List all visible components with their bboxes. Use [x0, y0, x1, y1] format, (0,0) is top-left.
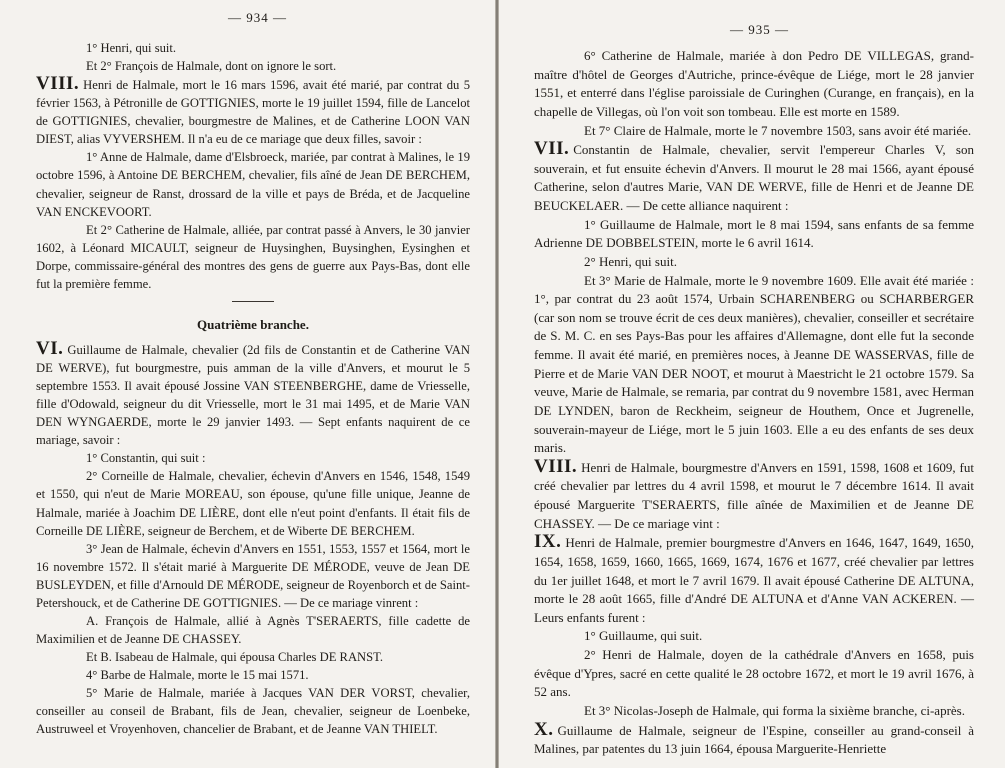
- paragraph: [534, 533, 974, 627]
- generation-marker: X.: [534, 718, 554, 740]
- paragraph-text: Henri de Halmale, premier bourgmestre d'Anvers en 1646, 1647, 1649, 1650, 1654, 1658, 1659, 1660, 1665, 1669, 1674, 1676 et 1677, créé chevalier par lettres du 1er juillet 1648, et mort le 7 avril 1679. Il avait épousé Catherine DE ALTUNA, morte le 28 août 1665, fille d'André DE ALTUNA et d'Anne VAN ACKEREN. — Leurs enfants furent :: [534, 535, 974, 625]
- left-text-column: [36, 39, 470, 738]
- paragraph: [36, 75, 470, 148]
- generation-marker: IX.: [534, 531, 562, 553]
- paragraph: Et B. Isabeau de Halmale, qui épousa Charles DE RANST.: [86, 650, 384, 664]
- paragraph: 1° Henri, qui suit.: [86, 41, 177, 55]
- paragraph: 2° Henri de Halmale, doyen de la cathédrale d'Anvers en 1658, puis évêque d'Ypres, sacré en cette qualité le 28 octobre 1672, et mort le 19 avril 1676, à 52 ans.: [534, 647, 974, 700]
- paragraph: 6° Catherine de Halmale, mariée à don Pedro DE VILLEGAS, grand-maître d'hôtel de Georges d'Autriche, prince-évêque de Liége, mort le 28 janvier 1551, et enterré dans l'église paroissiale de Curinghen (Curange, en français), en la chapelle de Villegas, où l'on voit son tombeau. Elle est morte en 1589.: [534, 48, 974, 119]
- paragraph: Et 3° Marie de Halmale, morte le 9 novembre 1609. Elle avait été mariée : 1°, par contrat du 23 août 1574, Urbain SCHARENBERG ou SCHARBERGER (car son nom se trouve écrit de ces deux manières), chevalier, conseiller et secrétaire de S. M. C. en ses Pays-Bas pour les affaires d'Allemagne, dont elle fut la seconde femme. Il avait été marié, en premières noces, à Jeanne DE WASSERVAS, fille de Pierre et de Marie VAN DER NOOT, et mourut à Maestricht le 21 octobre 1579. Sa veuve, Marie de Halmale, se remaria, par contrat du 9 novembre 1581, avec Herman DE LYNDEN, baron de Reckheim, seigneur de Houthem, Once et Jugrenelle, souverain-mayeur de Liége, mort le 5 juin 1603. Elle a eu des enfants de ses deux maris.: [534, 272, 975, 456]
- paragraph: [534, 140, 974, 216]
- paragraph: 1° Guillaume, qui suit.: [584, 628, 703, 644]
- paragraph: [534, 718, 974, 759]
- right-text-column: [534, 47, 974, 759]
- paragraph: 1° Constantin, qui suit :: [86, 451, 206, 466]
- paragraph-text: Guillaume de Halmale, seigneur de l'Espine, conseiller au grand-conseil à Malines, par patentes du 13 juin 1664, épousa Marguerite-Henriette: [534, 722, 974, 757]
- paragraph: 2° Corneille de Halmale, chevalier, échevin d'Anvers en 1546, 1548, 1549 et 1550, qui n'eut de Marie MOREAU, son épouse, qu'une fille unique, Jeanne de Halmale, mariée à Joachim DE LIÈRE, dont elle n'eut point d'enfants. Il était fils de Corneille DE LIÈRE, seigneur de Berchem, et de Wiberte DE BERCHEM.: [36, 469, 470, 538]
- paragraph: 3° Jean de Halmale, échevin d'Anvers en 1551, 1553, 1557 et 1564, mort le 16 novembre 1572. Il s'était marié à Marguerite DE MÉRODE, veuve de Jean DE BUSLEYDEN, et fille d'Arnould DE MÉRODE, seigneur de Royenborch et de Saint-Petershouck, et de Catherine DE GOTTIGNIES. — De ce mariage vinrent :: [36, 541, 470, 610]
- generation-marker: VII.: [534, 138, 570, 160]
- paragraph: Et 2° Catherine de Halmale, alliée, par contrat passé à Anvers, le 30 janvier 1602, à Léonard MICAULT, seigneur de Huysinghen, Buysinghen, Eysinghen et Dorpe, commissaire-général des montres des gens de guerre aux Pays-Bas, dont elle fut la première femme.: [36, 222, 470, 291]
- paragraph: 2° Henri, qui suit.: [584, 253, 677, 269]
- paragraph: 1° Guillaume de Halmale, mort le 8 mai 1594, sans enfants de sa femme Adrienne DE DOBBELSTEIN, morte le 6 avril 1614.: [534, 216, 974, 251]
- right-page: [498, 0, 1005, 768]
- paragraph: 5° Marie de Halmale, mariée à Jacques VAN DER VORST, chevalier, conseiller au conseil de Brabant, fils de Jean, chevalier, seigneur de Loenbeke, Austruweel et Vroyenhoven, chancelier de Brabant, et de Jeanne VAN THIELT.: [36, 686, 470, 737]
- paragraph-text: Constantin de Halmale, chevalier, servit l'empereur Charles V, son souverain, et fut ensuite échevin d'Anvers. Il mourut le 28 mai 1566, ayant épousé Catherine, selon d'autres Marie, VAN DE WERVE, fille de Henri et de Jeanne DE BEUCKELAER. — De cette alliance naquirent :: [534, 142, 974, 213]
- paragraph: [36, 337, 470, 449]
- generation-marker: VIII.: [36, 73, 80, 95]
- paragraph: Et 3° Nicolas-Joseph de Halmale, qui forma la sixième branche, ci-après.: [584, 702, 965, 718]
- paragraph: Et 7° Claire de Halmale, morte le 7 novembre 1503, sans avoir été mariée.: [584, 122, 972, 138]
- paragraph: Et 2° François de Halmale, dont on ignore le sort.: [86, 59, 337, 74]
- paragraph: [534, 455, 974, 534]
- branch-heading: Quatrième branche.: [197, 316, 309, 332]
- generation-marker: VI.: [36, 337, 64, 359]
- paragraph: A. François de Halmale, allié à Agnès T'SERAERTS, fille cadette de Maximilien et de Jeanne DE CHASSEY.: [36, 613, 470, 646]
- paragraph: 4° Barbe de Halmale, morte le 15 mai 1571.: [86, 668, 309, 683]
- paragraph-text: Guillaume de Halmale, chevalier (2d fils de Constantin et de Catherine VAN DE WERVE), fut bourgmestre, puis amman de la ville d'Anvers, et mourut le 5 septembre 1553. Il avait épousé Jossine VAN STEENBERGHE, dame de Vriesselle, fille d'Odowald, seigneur du dit Vriesselle, mort le 31 mai 1495, et de Marie VAN DEN WYNGAERDE, morte le 29 janvier 1493. — Sept enfants naquirent de ce mariage, savoir :: [36, 342, 470, 448]
- left-page: [0, 0, 498, 768]
- page-number-left: — 934 —: [228, 10, 287, 25]
- paragraph-text: Henri de Halmale, mort le 16 mars 1596, avait été marié, par contrat du 5 février 1563, à Pétronille de GOTTIGNIES, morte le 19 juillet 1594, fille de Lancelot de GOTTIGNIES, chevalier, bourgmestre de Malines, et de Catherine LOON VAN DIEST, alias VYVERSHEM. Il n'a eu de ce mariage que deux filles, savoir :: [36, 78, 470, 147]
- paragraph-text: Henri de Halmale, bourgmestre d'Anvers en 1591, 1598, 1608 et 1609, fut créé chevalier par lettres du 4 avril 1598, et mourut le 7 décembre 1614. Il avait épousé Marguerite T'SERAERTS, fille aînée de Maximilien et de Jeanne DE CHASSEY. — De ce mariage vint :: [534, 459, 974, 531]
- page-number-right: — 935 —: [730, 22, 789, 37]
- generation-marker: VIII.: [534, 455, 578, 477]
- paragraph: 1° Anne de Halmale, dame d'Elsbroeck, mariée, par contrat à Malines, le 19 octobre 1596, à Antoine DE BERCHEM, chevalier, fils aîné de Jean DE BERCHEM, chevalier, seigneur de Ranst, drossard de la ville et pays de Bréda, et de Jacqueline VAN ENCKEVOORT.: [36, 150, 470, 219]
- section-divider: [232, 301, 274, 302]
